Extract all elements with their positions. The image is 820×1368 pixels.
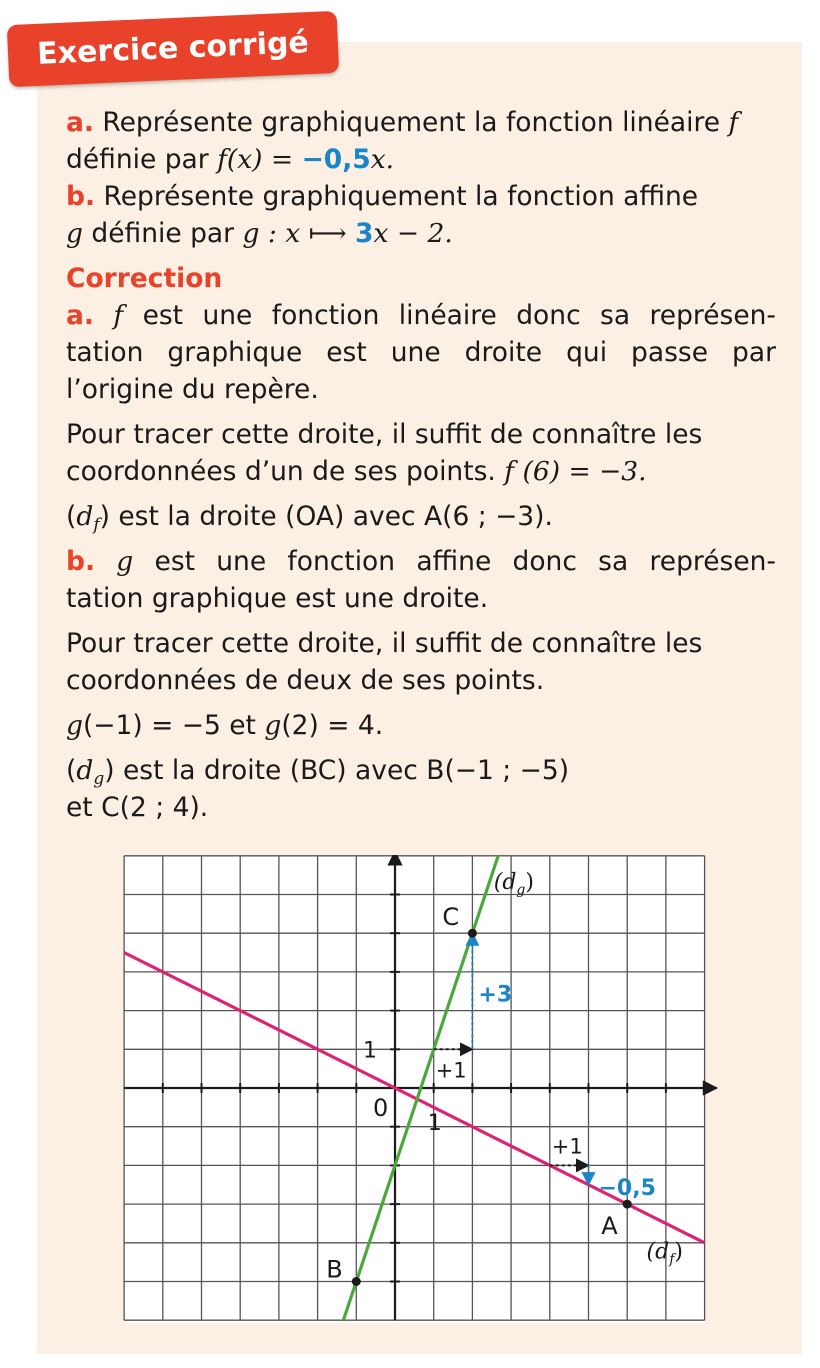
exercise-b-text1: Représente graphiquement la fonction affine (95, 181, 699, 212)
correction-a-p1-l3: l’origine du repère. (66, 374, 319, 405)
exercise-a-line1 (66, 104, 776, 141)
exercise-a-marker: a. (66, 107, 94, 138)
correction-b-marker: b. (66, 546, 96, 577)
correction-a-p3-rest: ) est la droite (OA) avec A(6 ; −3). (99, 501, 553, 532)
exercise-b-line1 (66, 178, 776, 215)
correction-b-p1-text: est une fonction affine donc sa représen- (133, 546, 776, 577)
exercise-a-x: x. (370, 144, 395, 175)
correction-a-p3-sub: f (93, 515, 100, 535)
point-c (468, 929, 477, 938)
g-step-y-label: +3 (478, 982, 513, 1008)
correction-a-p1-l1 (66, 297, 776, 334)
correction-a-p2-eq: f (6) = −3. (504, 456, 647, 487)
point-label-a: A (601, 1212, 618, 1241)
correction-a-p1-l2: tation graphique est une droite qui passe par (66, 337, 776, 368)
correction-a-f: f (113, 300, 124, 331)
correction-b-g: g (116, 546, 134, 577)
dg-label: $(d_g)$ (493, 869, 534, 898)
origin-label: 0 (373, 1094, 389, 1122)
correction-a-p3-d: d (76, 501, 94, 532)
exercise-a-text1: Représente graphiquement la fonction linéaire (93, 107, 729, 138)
correction-b-p1-l2: tation graphique est une droite. (66, 583, 489, 614)
exercise-b-coef: 3 (355, 218, 374, 249)
correction-b-p2-l2: coordonnées de deux de ses points. (66, 665, 545, 696)
correction-a-p3 (66, 498, 776, 535)
correction-a-p1-text: est une fonction linéaire donc sa représen- (123, 300, 776, 331)
exercise-a-f: f (728, 107, 739, 138)
g-step-x-label: +1 (435, 1058, 467, 1083)
correction-b-p4-sub: g (93, 769, 105, 789)
correction-a-p3-open: ( (66, 501, 77, 532)
correction-a-p2-l1: Pour tracer cette droite, il suffit de connaître les (66, 419, 703, 450)
exercise-b-gx: g : x ⟼ (242, 218, 356, 249)
correction-b-p4-rest: ) est la droite (BC) avec B(−1 ; −5) (104, 755, 570, 786)
y-tick-one-label: 1 (363, 1038, 377, 1064)
correction-a-marker: a. (66, 300, 94, 331)
exercise-a-coef: −0,5 (301, 144, 371, 175)
correction-b-p3 (66, 707, 776, 744)
point-b (352, 1277, 361, 1286)
correction-b-p1-l1 (66, 543, 776, 580)
correction-b-p2-l1: Pour tracer cette droite, il suffit de connaître les (66, 628, 703, 659)
correction-a-p2-text: coordonnées d’un de ses points. (66, 456, 505, 487)
correction-b-p3-g2: g (264, 710, 282, 741)
correction-b-p3-t2: (2) = 4. (281, 710, 384, 741)
correction-b-p4-d: d (76, 755, 94, 786)
exercise-b-rest: x − 2. (373, 218, 453, 249)
exercise-b-text2: définie par (82, 218, 243, 249)
exercise-content (66, 104, 776, 826)
exercise-b-marker: b. (66, 181, 96, 212)
correction-title: Correction (66, 263, 223, 294)
exercise-b-line2 (66, 215, 776, 252)
point-label-c: C (442, 903, 460, 932)
correction-b-p4-open: ( (66, 755, 77, 786)
exercise-a-text2: définie par (66, 144, 218, 175)
x-tick-one-label: 1 (427, 1111, 442, 1136)
exercise-a-fx: f(x) = (217, 144, 302, 175)
f-step-y-label: −0,5 (598, 1175, 656, 1201)
exercise-a-line2 (66, 141, 776, 178)
exercise-badge: Exercice corrigé (7, 11, 339, 87)
f-step-x-label: +1 (551, 1134, 583, 1159)
coordinate-graph (120, 855, 720, 1327)
df-label: $(d_f)$ (646, 1239, 684, 1268)
point-a (623, 1200, 632, 1209)
exercise-b-g: g (66, 218, 83, 249)
correction-a-p2-l2 (66, 453, 776, 490)
correction-b-p3-t1: (−1) = −5 et (82, 710, 265, 741)
correction-b-p5: et C(2 ; 4). (66, 792, 209, 823)
correction-b-p4 (66, 752, 776, 789)
correction-b-p3-g1: g (66, 710, 83, 741)
point-label-b: B (326, 1255, 343, 1284)
